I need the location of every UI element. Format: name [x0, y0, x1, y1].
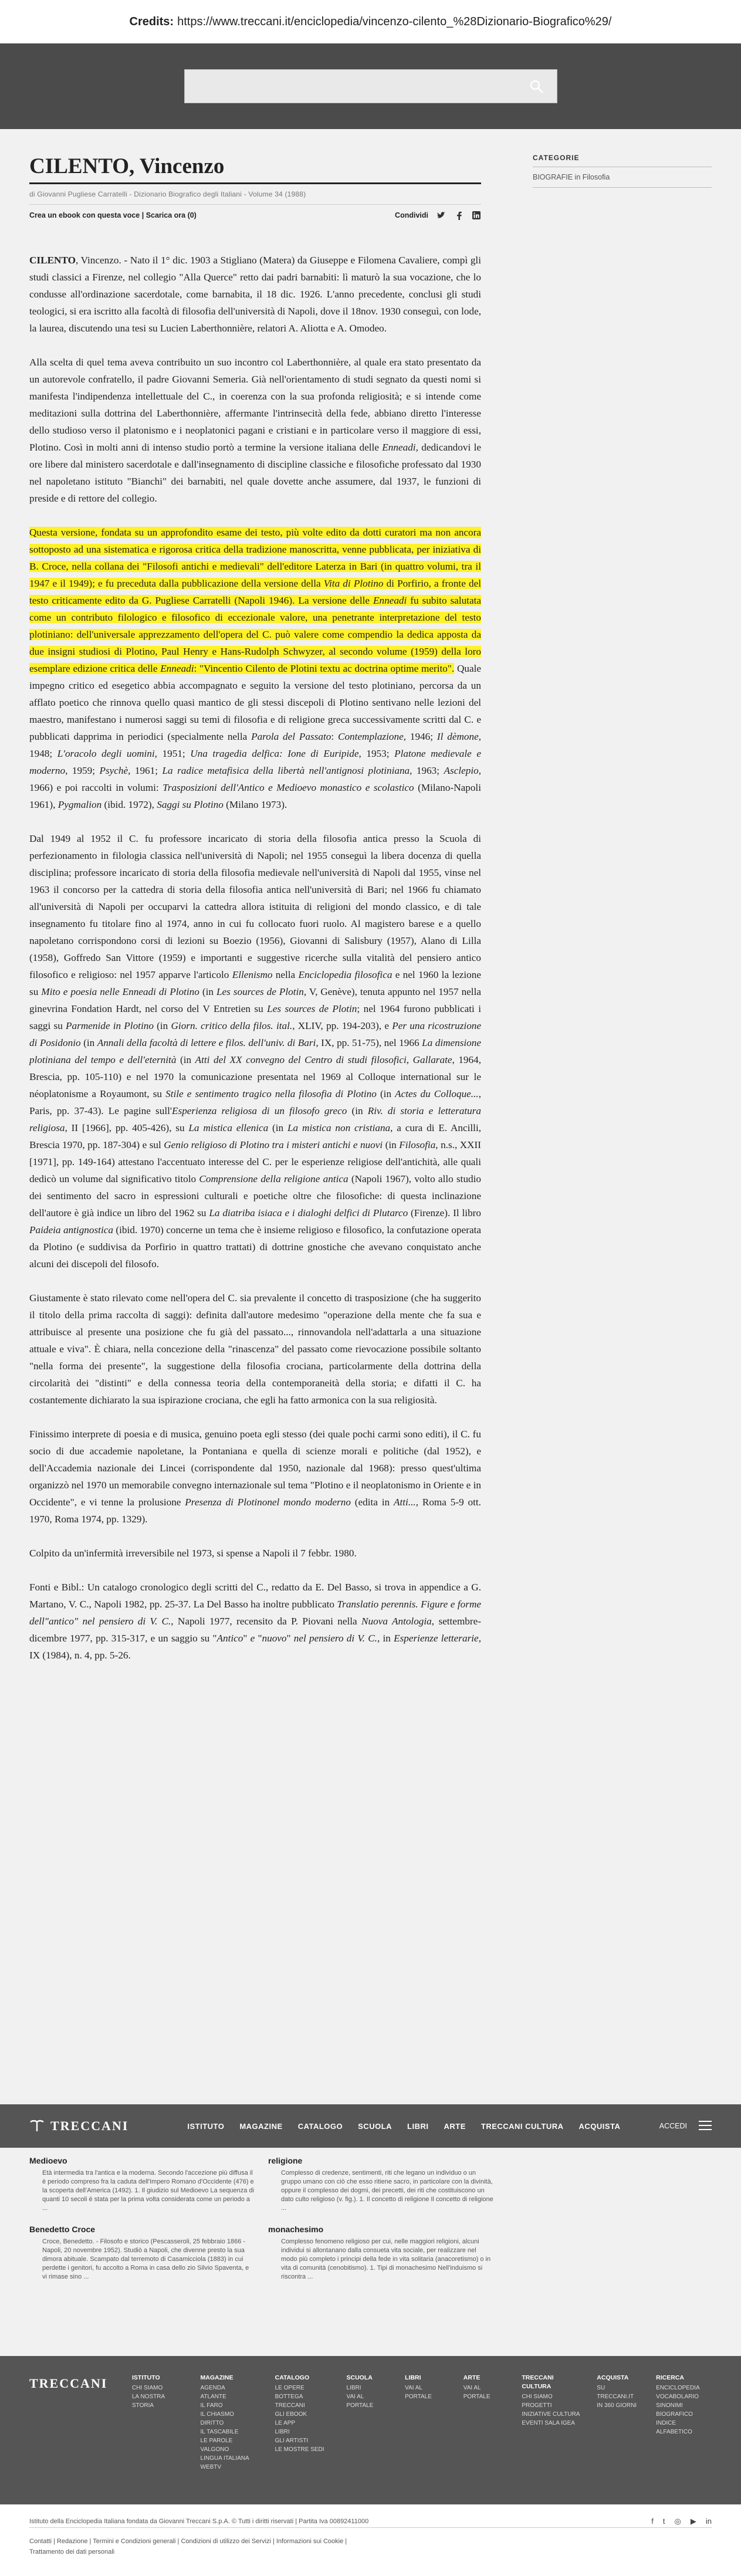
article-paragraph: Fonti e Bibl.: Un catalogo cronologico degli scritti del C., redatto da E. Del Basso, si trova in appendice a G. Martano, V. C., Napoli 1982, pp. 25-37. La Del Basso ha inoltre pubblicato Translatio perennis. Figure e forme dell"antico" nel pensiero di V. C., Napoli 1977, recensito da P. Piovani nella Nuova Antologia, settembre-dicembre 1977, pp. 315-317, e un saggio su "Antico" e "nuovo" nel pensiero di V. C., in Esperienze letterarie, IX (1984), n. 4, pp. 5-26.: [29, 1582, 482, 1661]
footer-link[interactable]: INIZIATIVE CULTURA: [522, 2411, 580, 2418]
facebook-icon[interactable]: f: [651, 2516, 654, 2526]
credits-label: Credits:: [129, 15, 174, 28]
related-excerpt: Complesso fenomeno religioso per cui, nelle maggiori religioni, alcuni individui si allontanano dalla consueta vita sociale, per realizzare nel modo più completo i principi della fede in vita solitaria (anacoretismo) o in vita di comunità (cenobitismo). 1. Tipi di monachesimo Nell'induismo si riscontra ...: [281, 2238, 491, 2280]
footer-link[interactable]: VAI AL PORTALE: [405, 2385, 432, 2400]
login-link[interactable]: ACCEDI: [659, 2122, 687, 2130]
footer-link[interactable]: LIBRI: [346, 2385, 361, 2391]
legal-links-row[interactable]: Contatti | Redazione | Termini e Condizioni generali | Condizioni di utilizzo dei Servizi | Informazioni sui Cookie |: [29, 2538, 347, 2545]
footer-column: [522, 2374, 583, 2487]
page-title: CILENTO, Vincenzo: [29, 154, 481, 184]
footer-link[interactable]: ENCICLOPEDIA: [656, 2385, 700, 2391]
linkedin-icon[interactable]: in: [705, 2516, 712, 2526]
footer-link[interactable]: IL CHIASMO: [200, 2411, 234, 2418]
footer-link[interactable]: IN 360 GIORNI: [597, 2402, 637, 2409]
footer-column: [347, 2374, 391, 2487]
related-grid: [29, 2156, 712, 2281]
treccani-logo-icon: [29, 2120, 45, 2132]
footer-column-title[interactable]: TRECCANI CULTURA: [522, 2374, 554, 2390]
related-item[interactable]: [268, 2156, 494, 2213]
footer-column-title[interactable]: ISTITUTO: [132, 2374, 160, 2381]
article-paragraph: Dal 1949 al 1952 il C. fu professore incaricato di storia della filosofia antica presso la Scuola di perfezionamento in filologia classica nell'università di Napoli; nel 1955 conseguì la libera docenza di quella disciplina; professore incaricato di storia della filosofia medievale nell'università di Napoli dal 1955, vinse nel 1963 il concorso per la cattedra di storia della filosofia antica nell'università di Bari; nel 1966 fu chiamato all'università di Napoli per occuparvi la cattedra allora istituita di religioni del mondo classico, e di tale insegnamento fu titolare fino al 1974, anno in cui fu collocato fuori ruolo. Al magistero barese e a quello napoletano corrispondono corsi di lezioni su Boezio (1956), Giovanni di Salisbury (1957), Alano di Lilla (1958), Goffredo San Vittore (1959) e importanti e suggestive ricerche sulla vitalità del pensiero antico filosofico e religioso: nel 1957 apparve l'articolo Ellenismo nella Enciclopedia filosofica e nel 1960 la lezione su Mito e poesia nelle Enneadi di Plotino (in Les sources de Plotin, V, Genève), tenuta appunto nel 1957 nella ginevrina Fondation Hardt, nel corso del V Entretien su Les sources de Plotin; nel 1964 furono pubblicati i saggi su Parmenide in Plotino (in Giorn. critico della filos. ital., XLIV, pp. 194-203), e Per una ricostruzione di Posidonio (in Annali della facoltà di lettere e filos. dell'univ. di Bari, IX, pp. 51-75), nel 1966 La dimensione plotiniana del tempo e dell'eternità (in Atti del XX convegno del Centro di studi filosofici, Gallarate, 1964, Brescia, pp. 105-110) e nel 1970 la comunicazione presentata nel 1969 al Colloque international sur le néoplatonisme a Royaumont, su Stile e sentimento tragico nella filosofia di Plotino (in Actes du Colloque..., Paris, pp. 37-43). Le pagine sull'Esperienza religiosa di un filosofo greco (in Riv. di storia e letteratura religiosa, II [1966], pp. 405-426), su La mistica ellenica (in La mistica non cristiana, a cura di E. Ancilli, Brescia 1970, pp. 187-304) e sul Genio religioso di Plotino tra i misteri antichi e nuovi (in Filosofia, n.s., XXII [1971], pp. 149-164) attestano l'accentuato interesse del C. per le esperienze religiose dell'antichità, alle quali dedicò un volume dal significativo titolo Comprensione della religione antica (Napoli 1967), volto allo studio dei sentimento del sacro in espressioni culturali e poetiche oltre che filosofiche: di questa inclinazione dell'autore è già indice un libro del 1962 su La diatriba isiaca e i dialoghi delfici di Plutarco (Firenze). Il libro Paideia antignostica (ibid. 1970) concerne un tema che è insieme religioso e filosofico, la confutazione operata da Plotino (e suddivisa da Porfirio in quattro trattati) di dottrine gnostiche che avevano conquistato anche alcuni dei discepoli del filosofo.: [29, 833, 482, 1270]
related-title[interactable]: Benedetto Croce: [29, 2225, 96, 2234]
footer-link[interactable]: ATLANTE: [200, 2394, 226, 2400]
related-excerpt: Complesso di credenze, sentimenti, riti che legano un individuo o un gruppo umano con ciò che esso ritiene sacro, in particolare con la divinità, oppure il complesso dei dogmi, dei precetti, dei riti che costituiscono un dato culto religioso (v. fig.). 1. Il concetto di religione Il concetto di religione ...: [281, 2169, 493, 2212]
footer-column: [132, 2374, 187, 2487]
footer-link[interactable]: VAI AL PORTALE: [463, 2385, 490, 2400]
footer-link[interactable]: GLI ARTISTI: [275, 2438, 309, 2444]
main-navbar: [0, 2104, 741, 2148]
related-topics: [0, 2148, 741, 2356]
legal-links: [29, 2536, 712, 2557]
nav-link-arte[interactable]: ARTE: [444, 2121, 466, 2131]
search-header: [0, 43, 741, 129]
footer-link[interactable]: LE MOSTRE SEDI: [275, 2446, 324, 2453]
footer-link[interactable]: PROGETTI: [522, 2402, 552, 2409]
footer-link[interactable]: INDICE ALFABETICO: [656, 2420, 692, 2435]
footer-link[interactable]: DIRITTO: [200, 2420, 224, 2426]
related-title[interactable]: monachesimo: [268, 2225, 324, 2234]
article-byline: di Giovanni Pugliese Carratelli - Dizionario Biografico degli Italiani - Volume 34 (1988): [29, 190, 481, 205]
footer-column-title[interactable]: RICERCA: [656, 2374, 684, 2381]
footer-link[interactable]: IL TASCABILE: [200, 2429, 239, 2435]
article-body: [29, 252, 481, 1664]
nav-link-acquista[interactable]: ACQUISTA: [578, 2121, 621, 2131]
footer-link[interactable]: VAI AL PORTALE: [346, 2394, 374, 2409]
related-item[interactable]: [268, 2225, 494, 2281]
credits-bar: [0, 0, 741, 43]
article-paragraph: CILENTO, Vincenzo. - Nato il 1° dic. 1903 a Stigliano (Matera) da Giuseppe e Filomena Cavaliere, compì gli studi classici a Firenze, nel collegio "Alla Querce" retto dai padri barnabiti: lì maturò la sua vocazione, che lo condusse all'ordinazione sacerdotale, come barnabita, il 18 dic. 1926. L'anno precedente, conclusi gli studi teologici, si era iscritto alla facoltà di filosofia dell'università di Napoli, dove il 18nov. 1930 conseguì, con lode, la laurea, discutendo una tesi su Lucien Laberthonnière, relatori A. Aliotta e A. Omodeo.: [29, 255, 481, 334]
nav-link-magazine[interactable]: MAGAZINE: [239, 2121, 283, 2131]
twitter-icon[interactable]: t: [662, 2516, 665, 2526]
footer-column-title[interactable]: MAGAZINE: [200, 2374, 234, 2381]
footer-column: [656, 2374, 712, 2487]
nav-links: [187, 2122, 620, 2131]
footer-link[interactable]: LE APP: [275, 2420, 296, 2426]
related-excerpt: Età intermedia tra l'antica e la moderna. Secondo l'accezione più diffusa il è periodo compreso fra la caduta dell'Impero Romano d'Occidente (476) e la scoperta dell'America (1492). 1. Il giudizio sul Medioevo La sequenza di quanti 10 secoli è stata per la prima volta considerata come un periodo a ...: [42, 2169, 255, 2212]
footer-link[interactable]: EVENTI SALA IGEA: [522, 2420, 575, 2426]
article-paragraph: Giustamente è stato rilevato come nell'opera del C. sia prevalente il concetto di trasposizione (che ha suggerito il titolo della prima raccolta di saggi): definita dall'autore medesimo "operazione della mente che fa sua e attribuisce al presente una posizione che fu già del passato..., rinnovandola nell'adattarla a una situazione attuale e viva". È chiara, nella concezione della "rinascenza" del passato come rievocazione possibile soltanto "nella forma dei presente", la suggestione della filosofia crociana, particolarmente della dottrina della circolarità dei "distinti" e della connessa teoria della contemporaneità della storia; e difatti il C. ha costantemente dichiarato la sua ispirazione crociana, che egli ha fatto armonica con la sua religiosità.: [29, 1292, 481, 1406]
brand-name: TRECCANI: [50, 2118, 129, 2133]
search-box: [184, 69, 557, 103]
ebook-link[interactable]: Crea un ebook con questa voce | Scarica ora (0): [29, 211, 197, 219]
footer-link[interactable]: CHI SIAMO: [132, 2385, 163, 2391]
company-info: Istituto della Enciclopedia Italiana fondata da Giovanni Treccani S.p.A. © Tutti i diritti riservati | Partita Iva 00892411000: [29, 2517, 369, 2525]
footer-column-title[interactable]: CATALOGO: [275, 2374, 310, 2381]
facebook-icon[interactable]: [454, 211, 463, 220]
social-links: [651, 2517, 712, 2526]
credits-url[interactable]: https://www.treccani.it/enciclopedia/vincenzo-cilento_%28Dizionario-Biografico%29/: [177, 15, 612, 28]
footer-link[interactable]: CHI SIAMO: [522, 2394, 553, 2400]
nav-link-treccani-cultura[interactable]: TRECCANI CULTURA: [481, 2121, 564, 2131]
footer-link[interactable]: LIBRI: [275, 2429, 290, 2435]
menu-icon[interactable]: [699, 2121, 712, 2132]
footer-link[interactable]: IL FARO: [200, 2402, 223, 2409]
related-item[interactable]: [29, 2225, 255, 2281]
category-link[interactable]: BIOGRAFIE in Filosofia: [533, 173, 712, 188]
nav-right: [659, 2121, 712, 2132]
nav-link-istituto[interactable]: ISTITUTO: [187, 2121, 225, 2131]
footer-link[interactable]: WEBTV: [200, 2464, 222, 2470]
footer-column: [275, 2374, 333, 2487]
share-label: Condividi: [395, 211, 428, 219]
related-excerpt: Croce, Benedetto. - Filosofo e storico (Pescasseroli, 25 febbraio 1866 - Napoli, 20 novembre 1952). Studiò a Napoli, che divenne presto la sua dimora abituale. Scampato dal terremoto di Casamicciola (1883) in cui perdette i genitori, fu accolto a Roma in casa dello zio Silvio Spaventa, e vi rimase sino ...: [42, 2238, 249, 2280]
article-paragraph: Finissimo interprete di poesia e di musica, genuino poeta egli stesso (dei quale pochi carmi sono editi), il C. fu socio di due accademie napoletane, la Pontaniana e quella di scienze morali e politiche (dal 1952), e dell'Accademia nazionale dei Lincei (corrispondente dal 1950, nazionale dal 1968): presso quest'ultima organizzò nel 1970 un memorabile convegno internazionale sul tema "Plotino e il neoplatonismo in Oriente e in Occidente", e vi tenne la prolusione Presenza di Plotinonel mondo moderno (edita in Atti..., Roma 5-9 ott. 1970, Roma 1974, pp. 1329).: [29, 1429, 481, 1525]
footer-link[interactable]: LINGUA ITALIANA: [200, 2455, 249, 2462]
share-bar: [395, 211, 481, 220]
related-title[interactable]: religione: [268, 2156, 303, 2165]
search-input[interactable]: [185, 70, 526, 103]
footer-link[interactable]: SU TRECCANI.IT: [597, 2385, 634, 2400]
privacy-link[interactable]: Trattamento dei dati personali: [29, 2548, 115, 2555]
footer-link[interactable]: LE OPERE: [275, 2385, 304, 2391]
footer-column: [201, 2374, 261, 2487]
footer-columns: [132, 2374, 712, 2487]
youtube-icon[interactable]: ▶: [690, 2516, 696, 2526]
linkedin-icon[interactable]: [472, 211, 481, 220]
related-title[interactable]: Medioevo: [29, 2156, 67, 2165]
footer-column-title[interactable]: LIBRI: [405, 2374, 421, 2381]
nav-link-catalogo[interactable]: CATALOGO: [297, 2121, 343, 2131]
footer-logo[interactable]: TRECCANI: [29, 2376, 108, 2391]
footer-link[interactable]: VOCABOLARIO: [656, 2394, 699, 2400]
twitter-icon[interactable]: [437, 211, 446, 220]
nav-link-libri[interactable]: LIBRI: [407, 2121, 429, 2131]
search-icon[interactable]: [526, 76, 546, 96]
footer-column-title[interactable]: SCUOLA: [346, 2374, 373, 2381]
footer-column-title[interactable]: ACQUISTA: [597, 2374, 629, 2381]
footer-link[interactable]: BOTTEGA TRECCANI: [275, 2394, 305, 2409]
legal-bar: [0, 2504, 741, 2576]
footer-column: [405, 2374, 449, 2487]
article-main: [29, 129, 481, 1681]
legal-row: [29, 2504, 712, 2528]
related-item[interactable]: [29, 2156, 255, 2213]
article-paragraph: Questa versione, fondata su un approfondito esame dei testo, più volte edito da dotti curatori ma non ancora sottoposto ad una sistematica e rigorosa critica della tradizione manoscritta, venne pubblicata, per iniziativa di B. Croce, nella collana dei "Filosofi antichi e medievali" dell'editore Laterza in Bari (in quattro volumi, tra il 1947 e il 1949); e fu preceduta dalla pubblicazione della versione della Vita di Plotino di Porfirio, a fronte del testo criticamente edito da G. Pugliese Carratelli (Napoli 1946). La versione delle Enneadi fu subito salutata come un contributo filologico e filosofico di eccezionale valore, una penetrante interpretazione del testo plotiniano: dell'universale apprezzamento dell'opera del C. può valere come compendio la dedica apposta da due insigni studiosi di Plotino, Paul Henry e Hans-Rudolph Schwyzer, al secondo volume (1959) della loro esemplare edizione critica delle Enneadi: "Vincentio Cilento de Plotini textu ac doctrina optime merito". Quale impegno critico ed esegetico abbia accompagnato e seguito la versione del testo plotiniano, percorsa da un afflato poetico che rinnova quello quasi mantico de gli stessi discepoli di Plotino sentivano nelle lezioni del maestro, manifestano i numerosi saggi su temi di filosofia e di religione greca successivamente scritti dal C. e pubblicati dapprima in periodici (specialmente nella Parola del Passato: Contemplazione, 1946; Il dèmone, 1948; L'oracolo degli uomini, 1951; Una tragedia delfica: Ione di Euripide, 1953; Platone medievale e moderno, 1959; Psychè, 1961; La radice metafisica della libertà nell'antignosi plotiniana, 1963; Asclepio, 1966) e poi raccolti in volumi: Trasposizioni dell'Antico e Medioevo monastico e scolastico (Milano-Napoli 1961), Pygmalion (ibid. 1972), Saggi su Plotino (Milano 1973).: [29, 527, 481, 810]
footer-column: [463, 2374, 508, 2487]
article-paragraph: Alla scelta di quel tema aveva contribuito un suo incontro col Laberthonnière, al quale era stato presentato da un autorevole confratello, il padre Giovanni Semeria. Già nell'orientamento di studi segnato da questi nomi si manifesta l'indipendenza intellettuale del C., in coerenza con la sua profonda religiosità; e si intende come meditazioni sulla dottrina del Laberthonnière, affermante l'intrinsecità della fede, abbiano diretto l'interesse dello studioso verso il platonismo e i neoplatonici pagani e cristiani e in particolare verso il maggiore di essi, Plotino. Così in molti anni di intenso studio portò a termine la versione italiana delle Enneadi, dedicandovi le ore libere dal ministero sacerdotale e dall'insegnamento di discipline classiche e filosofiche professato dal 1930 nel napoletano istituto "Bianchi" dei barnabiti, nel quale dovette anche assumere, dal 1937, le funzioni di preside e di rettore del collegio.: [29, 357, 481, 504]
footer-column-title[interactable]: ARTE: [463, 2374, 481, 2381]
footer-link[interactable]: BIOGRAFICO: [656, 2411, 693, 2418]
category-title: CATEGORIE: [533, 154, 712, 167]
footer-link[interactable]: LA NOSTRA STORIA: [132, 2394, 165, 2409]
sidebar: [533, 154, 712, 188]
treccani-logo[interactable]: [29, 2118, 128, 2134]
footer-column: [597, 2374, 642, 2487]
article-tools: [29, 211, 481, 220]
footer-link[interactable]: AGENDA: [200, 2385, 225, 2391]
footer-link[interactable]: GLI EBOOK: [275, 2411, 307, 2418]
nav-link-scuola[interactable]: SCUOLA: [358, 2121, 393, 2131]
site-footer: [0, 2356, 741, 2504]
instagram-icon[interactable]: ◎: [674, 2516, 681, 2526]
footer-link[interactable]: SINONIMI: [656, 2402, 683, 2409]
article-paragraph: Colpito da un'infermità irreversibile nel 1973, si spense a Napoli il 7 febbr. 1980.: [29, 1548, 357, 1559]
footer-link[interactable]: LE PAROLE VALGONO: [200, 2438, 233, 2453]
